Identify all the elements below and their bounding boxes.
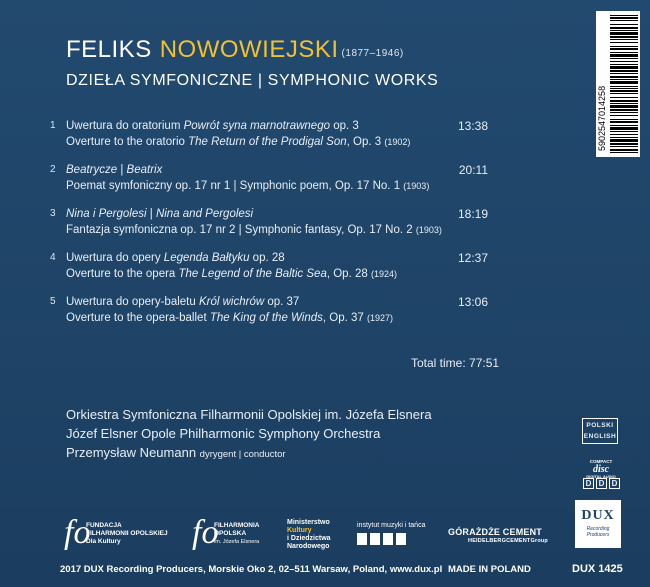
barcode-bar [610, 64, 638, 65]
barcode [596, 11, 640, 157]
album-subtitle: DZIEŁA SYMFONICZNE | SYMPHONIC WORKS [66, 72, 439, 89]
barcode-bar [610, 81, 638, 84]
ddd-badge: D D D [583, 478, 620, 489]
barcode-bar [610, 137, 638, 138]
fo-monogram-icon: fo [64, 514, 91, 551]
language-polish: POLSKI [586, 422, 614, 429]
made-in: MADE IN POLAND [448, 564, 531, 575]
gorazdze-cement-logo: GÓRAŻDŻE CEMENT HEIDELBERGCEMENTGroup [448, 527, 548, 544]
track-title-en: Poemat symfoniczny op. 17 nr 1 | Symphonic poem, Op. 17 No. 1 (1903) [66, 180, 430, 192]
composer-last-name: NOWOWIEJSKI [159, 36, 339, 63]
barcode-bar [610, 127, 638, 130]
track-title-en: Overture to the oratorio The Return of the Prodigal Son, Op. 3 (1902) [66, 136, 411, 148]
fo-monogram-icon: fo [192, 514, 219, 551]
barcode-bar [610, 17, 638, 19]
barcode-bar [610, 121, 638, 123]
barcode-number: 5902547014258 [597, 85, 607, 151]
barcode-bar [610, 46, 638, 47]
svg-text:COMPACT: COMPACT [589, 459, 613, 464]
barcode-graphic [596, 11, 640, 157]
track-title-pl: Nina i Pergolesi | Nina and Pergolesi [66, 208, 254, 220]
track-number: 2 [50, 164, 56, 175]
track-row [50, 294, 490, 326]
barcode-bar [610, 119, 638, 120]
barcode-bar [610, 131, 638, 132]
barcode-bar [610, 79, 638, 80]
track-title-en: Overture to the opera-ballet The King of the Winds, Op. 37 (1927) [66, 312, 394, 324]
track-number: 4 [50, 252, 56, 263]
barcode-bar [610, 97, 638, 98]
track-number: 3 [50, 208, 56, 219]
barcode-bar [610, 70, 638, 72]
track-title-en: Overture to the opera The Legend of the Baltic Sea, Op. 28 (1924) [66, 268, 397, 280]
barcode-bar [610, 88, 638, 89]
barcode-bar [610, 30, 638, 31]
barcode-bar [610, 61, 638, 62]
orchestra-name-pl: Orkiestra Symfoniczna Filharmonii Opolskiej im. Józefa Elsnera [66, 407, 432, 422]
track-row [50, 206, 490, 238]
track-number: 5 [50, 296, 56, 307]
track-title-pl: Uwertura do opery Legenda Bałtyku op. 28 [66, 252, 285, 264]
barcode-bar [610, 76, 638, 78]
track-row [50, 162, 490, 194]
barcode-bar [610, 125, 638, 126]
barcode-bar [610, 103, 638, 104]
barcode-bar [610, 20, 638, 21]
track-duration: 18:19 [457, 207, 488, 221]
barcode-bar [610, 58, 638, 59]
barcode-bar [610, 93, 638, 94]
total-time: Total time: 77:51 [411, 356, 500, 370]
barcode-bar [610, 32, 638, 35]
copyright-line: 2017 DUX Recording Producers, Morskie Oko 2, 02–511 Warsaw, Poland, www.dux.pl [60, 564, 443, 575]
barcode-bar [610, 54, 638, 57]
barcode-bar [610, 100, 638, 102]
track-number: 1 [50, 120, 56, 131]
barcode-bar [610, 115, 638, 116]
philharmonic-logo: fo FILHARMONIA OPOLSKA im. Józefa Elsnera [192, 514, 260, 551]
barcode-bar [610, 90, 638, 92]
barcode-bar [610, 24, 638, 25]
barcode-bar [610, 48, 638, 50]
foundation-logo: fo FUNDACJA FILHARMONII OPOLSKIEJ Dla Kultury [64, 514, 168, 551]
performers [66, 405, 432, 464]
track-duration: 20:11 [458, 163, 488, 177]
composer-years: (1877–1946) [341, 48, 404, 59]
barcode-bar [610, 73, 638, 74]
barcode-bar [610, 112, 638, 113]
track-title-en: Fantazja symfoniczna op. 17 nr 2 | Symphonic fantasy, Op. 17 No. 2 (1903) [66, 224, 442, 236]
track-duration: 13:06 [457, 295, 488, 309]
orchestra-name-en: Józef Elsner Opole Philharmonic Symphony Orchestra [66, 426, 381, 441]
barcode-bar [610, 52, 638, 53]
compact-disc-logo-icon [586, 458, 616, 480]
track-title-pl: Uwertura do oratorium Powrót syna marnotrawnego op. 3 [66, 120, 359, 132]
music-institute-logo: instytut muzyki i tańca [357, 522, 431, 554]
barcode-bar [610, 42, 638, 43]
barcode-bar [610, 66, 638, 69]
barcode-bar [610, 152, 638, 153]
barcode-bar [610, 86, 638, 87]
barcode-bar [610, 15, 638, 16]
barcode-bar [610, 143, 638, 145]
svg-text:DIGITAL AUDIO: DIGITAL AUDIO [586, 474, 616, 479]
language-badge [582, 418, 618, 444]
track-row [50, 118, 490, 150]
barcode-bar [610, 105, 638, 108]
composer-name [66, 36, 404, 64]
conductor: Przemysław Neumann dyrygent | conductor [66, 445, 286, 460]
track-row [50, 250, 490, 282]
barcode-bar [610, 27, 638, 29]
barcode-bar [610, 146, 638, 147]
barcode-bar [610, 149, 638, 151]
barcode-bar [610, 134, 638, 135]
barcode-bar [610, 39, 638, 40]
composer-first-name: FELIKS [66, 36, 152, 63]
imit-bars-icon [357, 533, 431, 545]
track-title-pl: Uwertura do opery-baletu Król wichrów op. 37 [66, 296, 300, 308]
track-title-pl: Beatrycze | Beatrix [66, 164, 163, 176]
language-english: ENGLISH [583, 433, 617, 440]
barcode-bar [610, 109, 638, 111]
track-duration: 13:38 [457, 119, 488, 133]
track-duration: 12:37 [457, 251, 488, 265]
dux-logo: DUX Recording Producers [575, 500, 621, 548]
svg-text:disc: disc [592, 464, 610, 475]
catalog-number: DUX 1425 [572, 563, 623, 575]
ministry-logo: Ministerstwo Kultury i Dziedzictwa Narodowego [287, 519, 331, 550]
barcode-bar [610, 36, 638, 38]
barcode-bar [610, 139, 638, 142]
track-list [50, 118, 490, 338]
